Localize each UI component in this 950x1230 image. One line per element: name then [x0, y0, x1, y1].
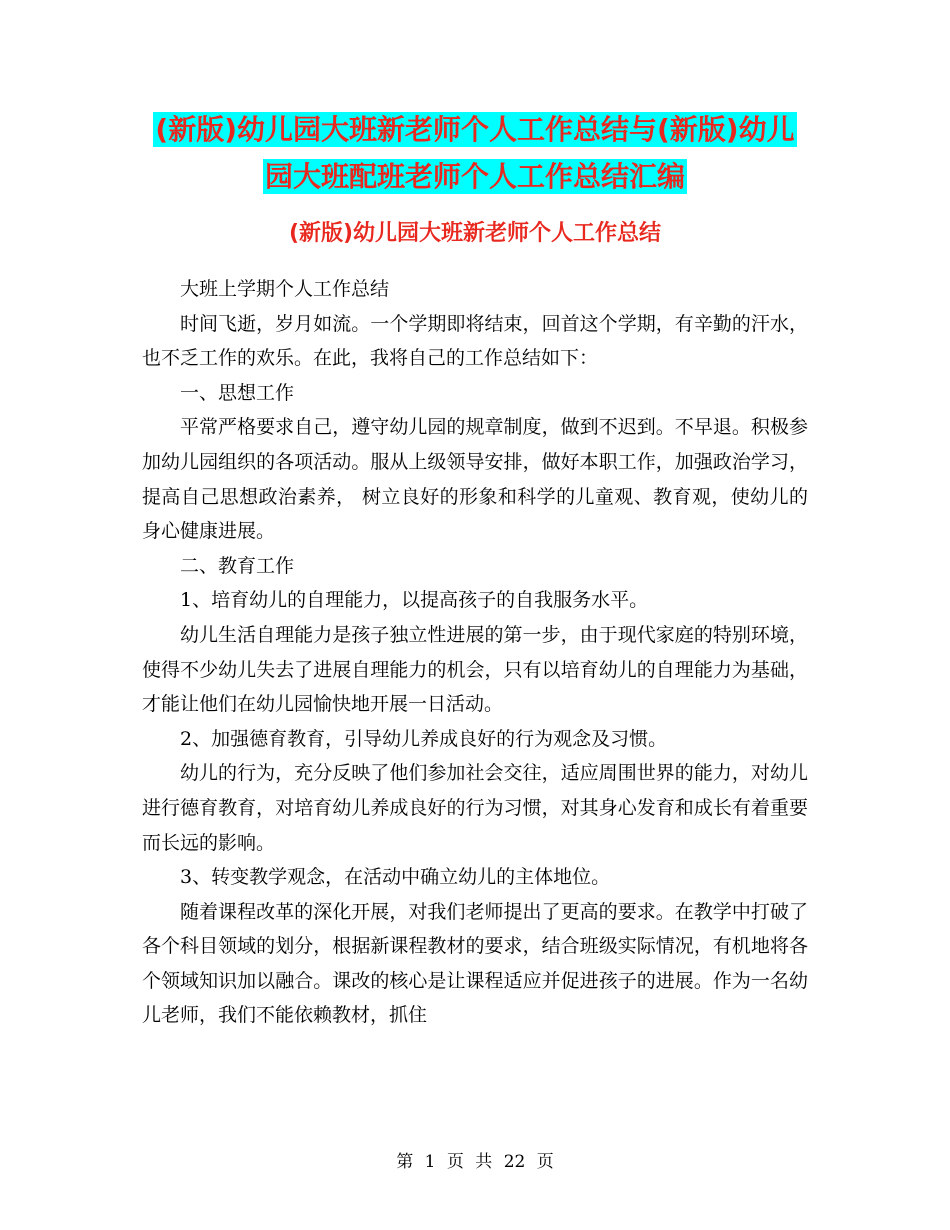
total-page-count: 22: [503, 1152, 526, 1172]
document-body: [142, 272, 808, 1033]
paragraph: 一、思想工作: [180, 381, 295, 404]
paragraph: 二、教育工作: [180, 554, 295, 577]
document-title: [0, 106, 950, 200]
page-footer: [0, 1150, 950, 1174]
title-line-1: (新版)幼儿园大班新老师个人工作总结与(新版)幼儿: [155, 113, 795, 146]
paragraph: 1、培育幼儿的自理能力，以提高孩子的自我服务水平。: [180, 589, 649, 612]
footer-label-gong: 共: [475, 1152, 493, 1172]
paragraph: 2、加强德育教育，引导幼儿养成良好的行为观念及习惯。: [180, 727, 668, 750]
footer-label-ye2: 页: [536, 1152, 554, 1172]
section-title: (新版)幼儿园大班新老师个人工作总结: [288, 221, 662, 246]
paragraph: 3、转变教学观念，在活动中确立幼儿的主体地位。: [180, 866, 611, 889]
paragraph: 时间飞逝，岁月如流。一个学期即将结束，回首这个学期，有辛勤的汗水，也不乏工作的欢乐。在此，我将自己的工作总结如下：: [142, 312, 808, 370]
title-line-2: 园大班配班老师个人工作总结汇编: [264, 160, 685, 193]
paragraph: 幼儿生活自理能力是孩子独立性进展的第一步，由于现代家庭的特别环境，使得不少幼儿失去了进展自理能力的机会，只有以培育幼儿的自理能力为基础，才能让他们在幼儿园愉快地开展一日活动。: [142, 623, 808, 716]
current-page-number: 1: [424, 1152, 436, 1172]
footer-label-di: 第: [396, 1152, 414, 1172]
paragraph: 大班上学期个人工作总结: [180, 278, 390, 300]
paragraph: 随着课程改革的深化开展，对我们老师提出了更高的要求。在教学中打破了各个科目领域的划分，根据新课程教材的要求，结合班级实际情况，有机地将各个领域知识加以融合。课改的核心是让课程适应并促进孩子的进展。作为一名幼儿老师，我们不能依赖教材，抓住: [142, 900, 808, 1027]
footer-label-ye: 页: [446, 1152, 464, 1172]
paragraph: 幼儿的行为，充分反映了他们参加社会交往，适应周围世界的能力，对幼儿进行德育教育，对培育幼儿养成良好的行为习惯，对其身心发育和成长有着重要而长远的影响。: [142, 762, 808, 854]
paragraph: 平常严格要求自己，遵守幼儿园的规章制度，做到不迟到。不早退。积极参加幼儿园组织的各项活动。服从上级领导安排，做好本职工作，加强政治学习，提高自己思想政治素养， 树立良好的形象和科学的儿童观、教育观，使幼儿的身心健康进展。: [142, 416, 808, 543]
